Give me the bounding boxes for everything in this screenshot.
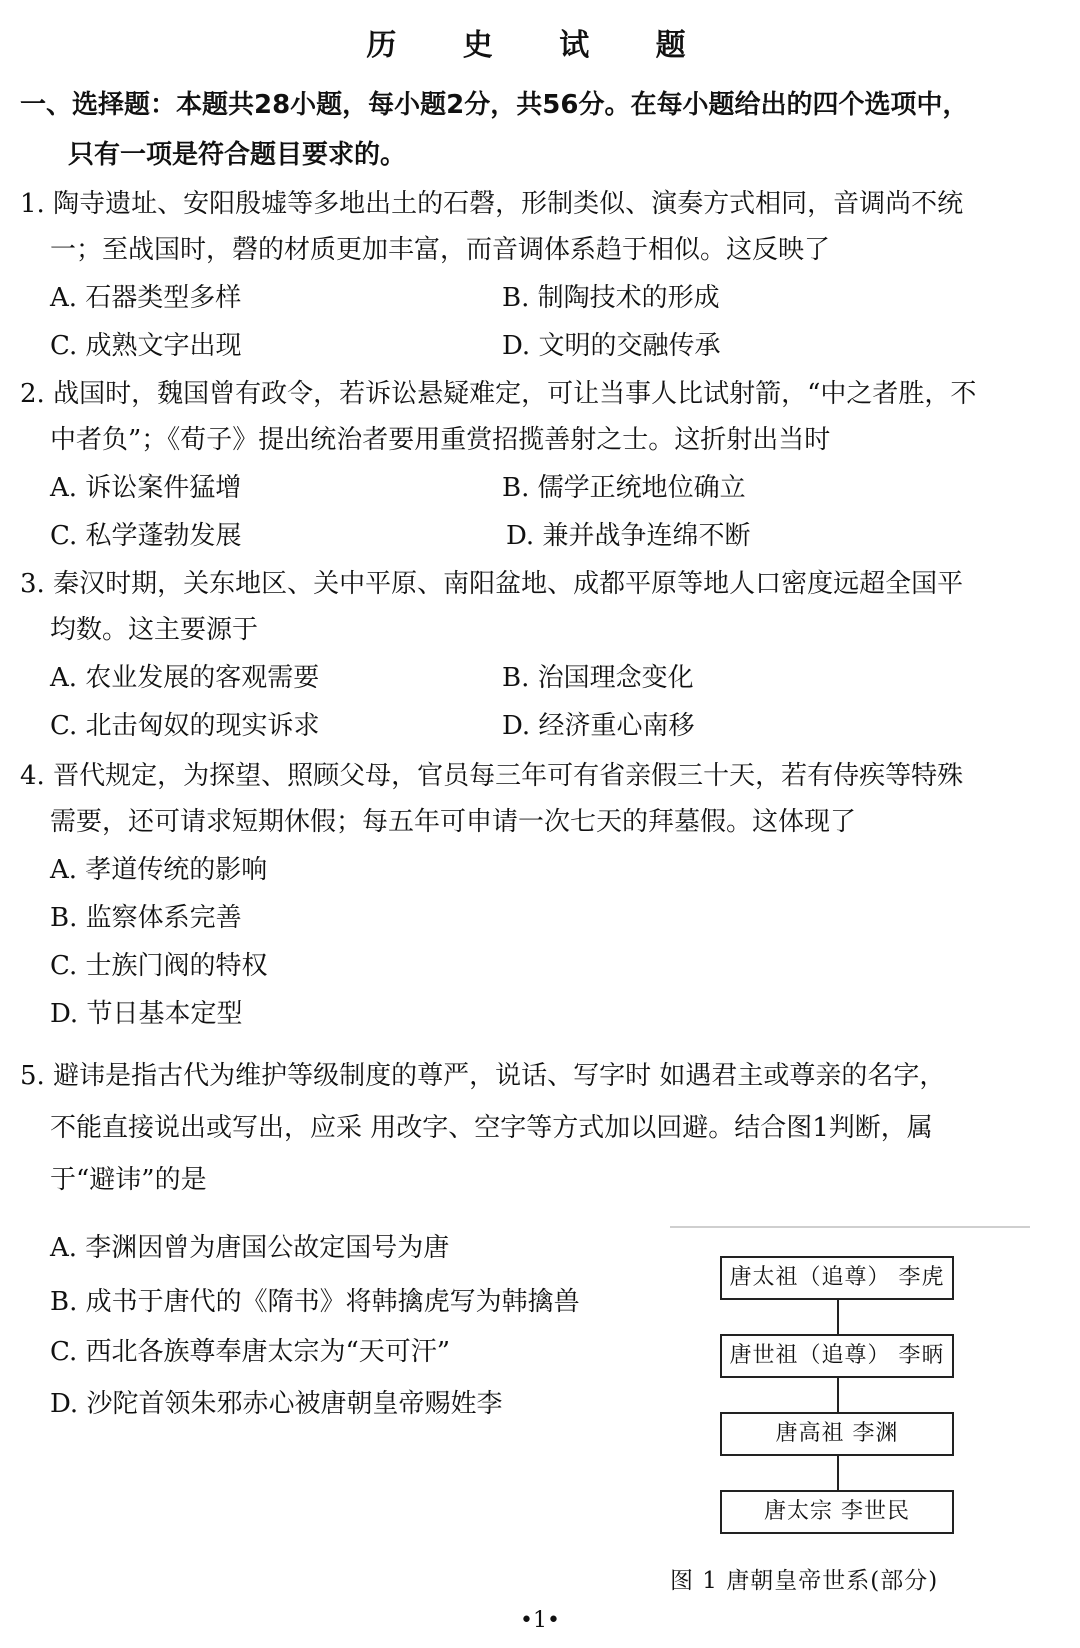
question-5-option-b[interactable]: B. 成书于唐代的《隋书》将韩擒虎写为韩擒兽	[50, 1287, 580, 1317]
question-2-option-d[interactable]: D. 兼并战争连绵不断	[506, 521, 751, 551]
question-4-option-d[interactable]: D. 节日基本定型	[50, 999, 243, 1029]
question-2-stem-line2: 中者负”；《荀子》提出统治者要用重赏招揽善射之士。这折射出当时	[50, 425, 831, 455]
question-3-option-a[interactable]: A. 农业发展的客观需要	[50, 663, 320, 693]
lineage-box-tang-taizong: 唐太宗 李世民	[720, 1490, 954, 1534]
section-heading	[20, 80, 1060, 180]
question-2-option-a[interactable]: A. 诉讼案件猛增	[50, 473, 242, 503]
question-3-stem-line2: 均数。这主要源于	[50, 615, 259, 645]
lineage-connector-3	[837, 1456, 839, 1490]
question-1	[20, 180, 1060, 370]
lineage-box-tang-shizu: 唐世祖（追尊） 李昞	[720, 1334, 954, 1378]
question-4-option-a[interactable]: A. 孝道传统的影响	[50, 855, 268, 885]
figure-caption: 图 1 唐朝皇帝世系(部分)	[670, 1568, 939, 1594]
question-5-stem-line2: 不能直接说出或写出，应采 用改字、空字等方式加以回避。结合图1判断，属	[50, 1113, 933, 1143]
question-2-stem-line1: 2. 战国时，魏国曾有政令，若诉讼悬疑难定，可让当事人比试射箭，“中之者胜，不	[20, 379, 977, 409]
question-1-option-a[interactable]: A. 石器类型多样	[50, 283, 242, 313]
question-4-stem-line1: 4. 晋代规定，为探望、照顾父母，官员每三年可有省亲假三十天，若有侍疾等特殊	[20, 761, 964, 791]
section-heading-line1: 一、选择题：本题共28小题，每小题2分，共56分。在每小题给出的四个选项中，	[20, 90, 969, 120]
lineage-connector-1	[837, 1300, 839, 1334]
question-4-option-c[interactable]: C. 士族门阀的特权	[50, 951, 268, 981]
question-4-option-b[interactable]: B. 监察体系完善	[50, 903, 242, 933]
figure-top-rule	[670, 1226, 1030, 1228]
question-3-option-b[interactable]: B. 治国理念变化	[502, 663, 694, 693]
question-5-option-d[interactable]: D. 沙陀首领朱邪赤心被唐朝皇帝赐姓李	[50, 1389, 503, 1419]
lineage-box-tang-gaozu: 唐高祖 李渊	[720, 1412, 954, 1456]
question-1-option-c[interactable]: C. 成熟文字出现	[50, 331, 242, 361]
question-5-stem-line3: 于“避讳”的是	[50, 1165, 207, 1195]
question-1-option-d[interactable]: D. 文明的交融传承	[502, 331, 721, 361]
question-3-stem-line1: 3. 秦汉时期，关东地区、关中平原、南阳盆地、成都平原等地人口密度远超全国平	[20, 569, 964, 599]
question-4-stem-line2: 需要，还可请求短期休假；每五年可申请一次七天的拜墓假。这体现了	[50, 807, 857, 837]
question-5-option-a[interactable]: A. 李渊因曾为唐国公故定国号为唐	[50, 1233, 450, 1263]
question-1-stem-line1: 1. 陶寺遗址、安阳殷墟等多地出土的石磬，形制类似、演奏方式相同，音调尚不统	[20, 189, 964, 219]
lineage-box-tang-taizu: 唐太祖（追尊） 李虎	[720, 1256, 954, 1300]
question-2-option-c[interactable]: C. 私学蓬勃发展	[50, 521, 242, 551]
page-title: 历 史 试 题	[366, 28, 714, 63]
section-heading-line2: 只有一项是符合题目要求的。	[68, 140, 407, 170]
question-5-option-c[interactable]: C. 西北各族尊奉唐太宗为“天可汗”	[50, 1337, 451, 1367]
question-3-option-c[interactable]: C. 北击匈奴的现实诉求	[50, 711, 320, 741]
question-5-stem-line1: 5. 避讳是指古代为维护等级制度的尊严，说话、写字时 如遇君主或尊亲的名字，	[20, 1061, 946, 1091]
question-3	[20, 560, 1060, 750]
question-4	[20, 752, 1060, 1042]
question-2-option-b[interactable]: B. 儒学正统地位确立	[502, 473, 746, 503]
figure-1-lineage-diagram	[670, 1226, 1030, 1596]
question-2	[20, 370, 1060, 560]
question-1-option-b[interactable]: B. 制陶技术的形成	[502, 283, 720, 313]
page-number: •1•	[520, 1608, 560, 1633]
lineage-connector-2	[837, 1378, 839, 1412]
question-3-option-d[interactable]: D. 经济重心南移	[502, 711, 695, 741]
question-1-stem-line2: 一；至战国时，磬的材质更加丰富，而音调体系趋于相似。这反映了	[50, 235, 831, 265]
